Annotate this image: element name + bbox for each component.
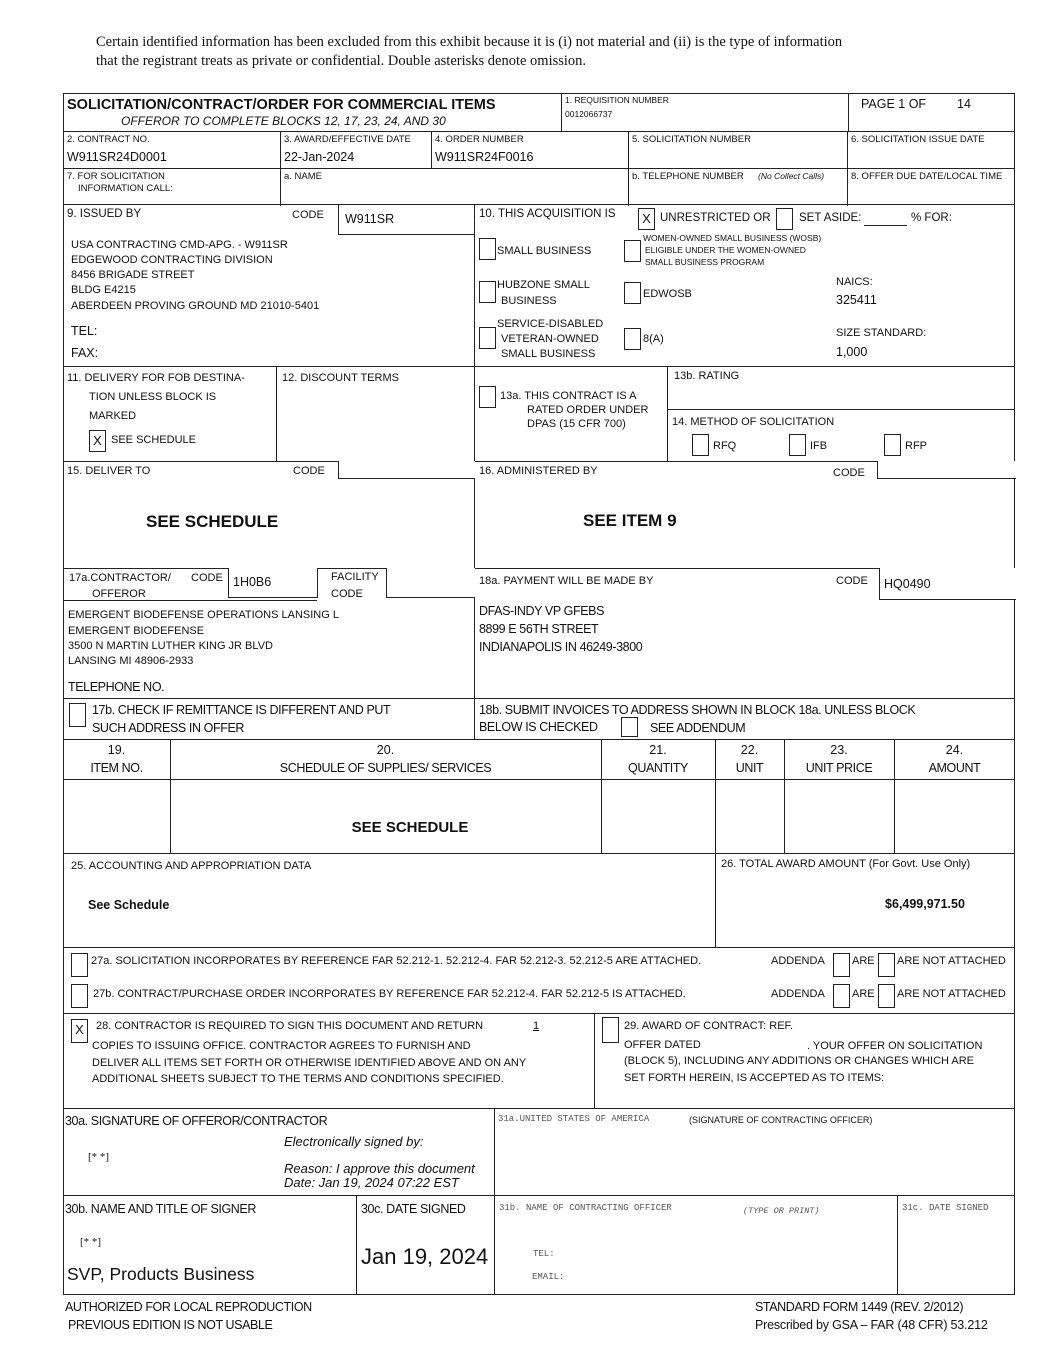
signer-title: SVP, Products Business bbox=[67, 1264, 255, 1284]
far-27b-are-not: ARE NOT ATTACHED bbox=[897, 988, 1006, 1000]
eight-a-label: 8(A) bbox=[643, 333, 664, 345]
rated-label-3: DPAS (15 CFR 700) bbox=[527, 418, 626, 430]
award-date-value: 22-Jan-2024 bbox=[284, 150, 355, 164]
sdvosb-checkbox[interactable] bbox=[479, 327, 496, 349]
delivery-label-1: 11. DELIVERY FOR FOB DESTINA- bbox=[67, 372, 245, 384]
wosb-label-3: SMALL BUSINESS PROGRAM bbox=[645, 257, 765, 267]
block-28-checkbox[interactable]: X bbox=[71, 1019, 88, 1043]
small-business-checkbox[interactable] bbox=[479, 238, 496, 260]
col-amount-num: 24. bbox=[945, 743, 964, 757]
rfp-label: RFP bbox=[905, 440, 927, 452]
far-27b-are-checkbox[interactable] bbox=[833, 984, 850, 1008]
award-date-label: 3. AWARD/EFFECTIVE DATE bbox=[284, 134, 411, 145]
rated-label-2: RATED ORDER UNDER bbox=[527, 404, 649, 416]
addendum-checkbox[interactable] bbox=[621, 717, 638, 737]
rating-label: 13b. RATING bbox=[674, 370, 740, 382]
form-subtitle: OFFEROR TO COMPLETE BLOCKS 12, 17, 23, 24, AND 30 bbox=[121, 114, 446, 128]
block-28-line-4: ADDITIONAL SHEETS SUBJECT TO THE TERMS AND CONDITIONS SPECIFIED. bbox=[92, 1073, 504, 1085]
total-award-value: $6,499,971.50 bbox=[885, 897, 965, 911]
issue-date-label: 6. SOLICITATION ISSUE DATE bbox=[851, 134, 985, 145]
total-award-label: 26. TOTAL AWARD AMOUNT (For Govt. Use Only) bbox=[721, 858, 971, 870]
contractor-code-value: 1H0B6 bbox=[233, 575, 272, 589]
page-label: PAGE 1 OF bbox=[861, 97, 927, 111]
contractor-address-1: EMERGENT BIODEFENSE OPERATIONS LANSING L bbox=[68, 609, 339, 621]
invoice-label-1: 18b. SUBMIT INVOICES TO ADDRESS SHOWN IN BLOCK 18a. UNLESS BLOCK bbox=[479, 703, 916, 717]
info-call-label-1: 7. FOR SOLICITATION bbox=[67, 171, 165, 182]
invoice-label-2: BELOW IS CHECKED bbox=[479, 720, 598, 734]
hubzone-label-2: BUSINESS bbox=[501, 295, 557, 307]
payment-address-2: 8899 E 56TH STREET bbox=[479, 622, 599, 636]
officer-email-label: EMAIL: bbox=[532, 1272, 565, 1282]
telephone-label: b. TELEPHONE NUMBER bbox=[632, 171, 744, 182]
rated-label-1: 13a. THIS CONTRACT IS A bbox=[500, 390, 637, 402]
contractor-code-label: CODE bbox=[191, 572, 223, 584]
requisition-value: 0012066737 bbox=[565, 109, 613, 119]
far-27a-addenda: ADDENDA bbox=[771, 955, 825, 967]
footer-left-1: AUTHORIZED FOR LOCAL REPRODUCTION bbox=[65, 1300, 312, 1314]
issued-tel-label: TEL: bbox=[71, 324, 98, 338]
name-label: a. NAME bbox=[284, 171, 323, 182]
payment-code-value: HQ0490 bbox=[884, 577, 931, 591]
payment-address-3: INDIANAPOLIS IN 46249-3800 bbox=[479, 640, 643, 654]
block-29-line-4: SET FORTH HEREIN, IS ACCEPTED AS TO ITEMS: bbox=[624, 1072, 885, 1084]
disclaimer-line-1: Certain identified information has been excluded from this exhibit because it is (i) not material and (ii) is the type of information bbox=[96, 34, 843, 50]
administered-by-value: SEE ITEM 9 bbox=[583, 511, 677, 530]
addendum-label: SEE ADDENDUM bbox=[650, 721, 746, 735]
far-27a-checkbox[interactable] bbox=[71, 953, 88, 977]
solicitation-number-label: 5. SOLICITATION NUMBER bbox=[632, 134, 751, 145]
block-29-line-1: 29. AWARD OF CONTRACT: REF. bbox=[624, 1020, 794, 1032]
esign-date: Date: Jan 19, 2024 07:22 EST bbox=[284, 1175, 459, 1190]
edwosb-checkbox[interactable] bbox=[624, 282, 641, 304]
block-28-line-1: 28. CONTRACTOR IS REQUIRED TO SIGN THIS DOCUMENT AND RETURN bbox=[96, 1020, 484, 1032]
fob-see-schedule: SEE SCHEDULE bbox=[111, 434, 196, 446]
signer-30b-label: 30b. NAME AND TITLE OF SIGNER bbox=[65, 1202, 257, 1216]
delivery-label-2: TION UNLESS BLOCK IS bbox=[89, 391, 217, 403]
deliver-to-code-label: CODE bbox=[293, 465, 325, 477]
block-28-line-2: COPIES TO ISSUING OFFICE. CONTRACTOR AGREES TO FURNISH AND bbox=[92, 1040, 471, 1052]
contractor-label-1: 17a.CONTRACTOR/ bbox=[69, 572, 171, 584]
administered-by-label: 16. ADMINISTERED BY bbox=[479, 465, 598, 477]
naics-value: 325411 bbox=[836, 293, 877, 307]
remittance-checkbox[interactable] bbox=[69, 703, 86, 727]
far-27a-are: ARE bbox=[852, 955, 875, 967]
col-amount-label: AMOUNT bbox=[928, 761, 981, 775]
signature-redacted: [* *] bbox=[88, 1151, 110, 1163]
schedule-body: SEE SCHEDULE bbox=[351, 819, 469, 836]
requisition-label: 1. REQUISITION NUMBER bbox=[565, 95, 669, 105]
hubzone-checkbox[interactable] bbox=[479, 281, 496, 303]
block-29-line-2a: OFFER DATED bbox=[624, 1039, 701, 1051]
block-29-line-3: (BLOCK 5), INCLUDING ANY ADDITIONS OR CHANGES WHICH ARE bbox=[624, 1055, 975, 1067]
deliver-to-value: SEE SCHEDULE bbox=[146, 512, 279, 531]
far-27b-label: 27b. CONTRACT/PURCHASE ORDER INCORPORATES BY REFERENCE FAR 52.212-4. FAR 52.212-5 IS ATTACHED. bbox=[93, 988, 686, 1000]
col-quantity-num: 21. bbox=[649, 743, 667, 757]
sdvosb-label-3: SMALL BUSINESS bbox=[501, 348, 596, 360]
contractor-label-2: OFFEROR bbox=[92, 588, 146, 600]
wosb-label-1: WOMEN-OWNED SMALL BUSINESS (WOSB) bbox=[643, 233, 822, 243]
delivery-label-3: MARKED bbox=[89, 410, 137, 422]
size-standard-label: SIZE STANDARD: bbox=[836, 327, 927, 339]
contractor-address-3: 3500 N MARTIN LUTHER KING JR BLVD bbox=[68, 640, 273, 652]
col-quantity-label: QUANTITY bbox=[628, 761, 688, 775]
contractor-telephone-label: TELEPHONE NO. bbox=[68, 680, 165, 694]
ifb-checkbox[interactable] bbox=[789, 434, 806, 456]
far-27a-label: 27a. SOLICITATION INCORPORATES BY REFERENCE FAR 52.212-1. 52.212-4. FAR 52.212-3. 52.212-5 ARE ATTACHED. bbox=[91, 955, 702, 967]
issued-address-1: USA CONTRACTING CMD-APG. - W911SR bbox=[71, 239, 288, 251]
payment-code-label: CODE bbox=[836, 575, 868, 587]
rfq-checkbox[interactable] bbox=[692, 434, 709, 456]
far-27a-are-checkbox[interactable] bbox=[833, 953, 850, 977]
issued-code-value: W911SR bbox=[345, 212, 395, 226]
col-unit-num: 22. bbox=[740, 743, 759, 757]
far-27b-addenda: ADDENDA bbox=[771, 988, 825, 1000]
sdvosb-label-2: VETERAN-OWNED bbox=[501, 333, 599, 345]
far-27b-are: ARE bbox=[852, 988, 875, 1000]
issued-address-3: 8456 BRIGADE STREET bbox=[71, 269, 195, 281]
officer-name-31b-label: 31b. NAME OF CONTRACTING OFFICER bbox=[499, 1203, 672, 1213]
date-signed-30c-label: 30c. DATE SIGNED bbox=[361, 1202, 466, 1216]
col-schedule-num: 20. bbox=[376, 743, 395, 757]
fob-checkbox[interactable]: X bbox=[89, 430, 106, 452]
discount-terms-label: 12. DISCOUNT TERMS bbox=[282, 372, 399, 384]
method-label: 14. METHOD OF SOLICITATION bbox=[672, 416, 835, 428]
issued-address-2: EDGEWOOD CONTRACTING DIVISION bbox=[71, 254, 273, 266]
set-aside-for-label: % FOR: bbox=[911, 212, 952, 224]
esign-label: Electronically signed by: bbox=[284, 1134, 424, 1149]
col-schedule-label: SCHEDULE OF SUPPLIES/ SERVICES bbox=[279, 761, 492, 775]
issued-address-5: ABERDEEN PROVING GROUND MD 21010-5401 bbox=[71, 300, 320, 312]
far-27a-are-not-checkbox[interactable] bbox=[878, 953, 895, 977]
block-28-line-3: DELIVER ALL ITEMS SET FORTH OR OTHERWISE IDENTIFIED ABOVE AND ON ANY bbox=[92, 1057, 527, 1069]
info-call-label-2: INFORMATION CALL: bbox=[78, 183, 173, 194]
rfq-label: RFQ bbox=[713, 440, 737, 452]
eight-a-checkbox[interactable] bbox=[624, 328, 641, 350]
esign-reason: Reason: I approve this document bbox=[284, 1161, 475, 1176]
acquisition-label: 10. THIS ACQUISITION IS bbox=[479, 208, 616, 220]
type-or-print-label: (TYPE OR PRINT) bbox=[743, 1206, 820, 1216]
administered-code-label: CODE bbox=[833, 467, 865, 479]
accounting-value: See Schedule bbox=[88, 898, 170, 912]
accounting-label: 25. ACCOUNTING AND APPROPRIATION DATA bbox=[71, 860, 312, 872]
signature-30a-label: 30a. SIGNATURE OF OFFEROR/CONTRACTOR bbox=[65, 1114, 328, 1128]
footer-right-1: STANDARD FORM 1449 (REV. 2/2012) bbox=[755, 1300, 964, 1314]
payment-address-1: DFAS-INDY VP GFEBS bbox=[479, 604, 605, 618]
date-signed-value: Jan 19, 2024 bbox=[361, 1244, 489, 1269]
set-aside-checkbox[interactable] bbox=[776, 208, 793, 230]
signature-31a-label: 31a.UNITED STATES OF AMERICA bbox=[498, 1114, 650, 1124]
wosb-checkbox[interactable] bbox=[624, 240, 641, 262]
order-number-value: W911SR24F0016 bbox=[435, 150, 534, 164]
issued-by-label: 9. ISSUED BY bbox=[67, 208, 142, 220]
issued-fax-label: FAX: bbox=[71, 346, 99, 360]
deliver-to-label: 15. DELIVER TO bbox=[67, 465, 151, 477]
deliver-to-code-field bbox=[338, 461, 475, 479]
date-signed-31c-label: 31c. DATE SIGNED bbox=[902, 1203, 989, 1213]
block-29-checkbox[interactable] bbox=[602, 1017, 619, 1043]
contractor-address-4: LANSING MI 48906-2933 bbox=[68, 655, 194, 667]
col-unit-price-num: 23. bbox=[830, 743, 848, 757]
form-title: SOLICITATION/CONTRACT/ORDER FOR COMMERCIAL ITEMS bbox=[67, 97, 496, 113]
officer-tel-label: TEL: bbox=[533, 1249, 555, 1259]
naics-label: NAICS: bbox=[836, 276, 873, 288]
rated-order-checkbox[interactable] bbox=[479, 386, 496, 408]
issued-code-label: CODE bbox=[292, 209, 324, 221]
disclaimer-line-2: that the registrant treats as private or confidential. Double asterisks denote omission. bbox=[96, 53, 587, 69]
remittance-label-2: SUCH ADDRESS IN OFFER bbox=[92, 721, 245, 735]
col-item-label: ITEM NO. bbox=[90, 761, 143, 775]
footer-right-2: Prescribed by GSA – FAR (48 CFR) 53.212 bbox=[755, 1318, 988, 1332]
set-aside-label: SET ASIDE: bbox=[799, 212, 862, 224]
block-28-copies: 1 bbox=[533, 1020, 540, 1032]
page-total: 14 bbox=[957, 97, 971, 111]
remittance-label-1: 17b. CHECK IF REMITTANCE IS DIFFERENT AND PUT bbox=[92, 703, 391, 717]
signer-name-redacted: [* *] bbox=[80, 1236, 102, 1248]
hubzone-label-1: HUBZONE SMALL bbox=[497, 279, 590, 291]
contractor-address-2: EMERGENT BIODEFENSE bbox=[68, 625, 205, 637]
col-unit-label: UNIT bbox=[735, 761, 764, 775]
ifb-label: IFB bbox=[810, 440, 828, 452]
contract-no-value: W911SR24D0001 bbox=[67, 150, 167, 164]
small-business-label: SMALL BUSINESS bbox=[497, 245, 592, 257]
far-27b-are-not-checkbox[interactable] bbox=[878, 984, 895, 1008]
block-29-line-2b: . YOUR OFFER ON SOLICITATION bbox=[807, 1040, 983, 1052]
far-27a-are-not: ARE NOT ATTACHED bbox=[897, 955, 1006, 967]
col-unit-price-label: UNIT PRICE bbox=[805, 761, 873, 775]
contracting-officer-signature-label: (SIGNATURE OF CONTRACTING OFFICER) bbox=[689, 1115, 873, 1125]
payment-label: 18a. PAYMENT WILL BE MADE BY bbox=[479, 575, 654, 587]
administered-code-field bbox=[877, 461, 1016, 479]
order-number-label: 4. ORDER NUMBER bbox=[435, 134, 524, 145]
footer-left-2: PREVIOUS EDITION IS NOT USABLE bbox=[68, 1318, 273, 1332]
no-collect-note: (No Collect Calls) bbox=[758, 171, 825, 181]
contract-no-label: 2. CONTRACT NO. bbox=[67, 134, 150, 145]
unrestricted-label: UNRESTRICTED OR bbox=[660, 212, 771, 224]
rfp-checkbox[interactable] bbox=[884, 434, 901, 456]
facility-label-2: CODE bbox=[331, 588, 363, 600]
far-27b-checkbox[interactable] bbox=[71, 984, 88, 1008]
col-item-num: 19. bbox=[107, 743, 126, 757]
size-standard-value: 1,000 bbox=[836, 345, 868, 359]
edwosb-label: EDWOSB bbox=[643, 288, 692, 300]
issued-address-4: BLDG E4215 bbox=[71, 284, 136, 296]
facility-code-field bbox=[386, 568, 475, 598]
offer-due-label: 8. OFFER DUE DATE/LOCAL TIME bbox=[851, 171, 1003, 182]
wosb-label-2: ELIGIBLE UNDER THE WOMEN-OWNED bbox=[645, 245, 806, 255]
facility-label-1: FACILITY bbox=[331, 571, 379, 583]
unrestricted-checkbox[interactable]: X bbox=[638, 208, 655, 230]
sdvosb-label-1: SERVICE-DISABLED bbox=[497, 318, 604, 330]
